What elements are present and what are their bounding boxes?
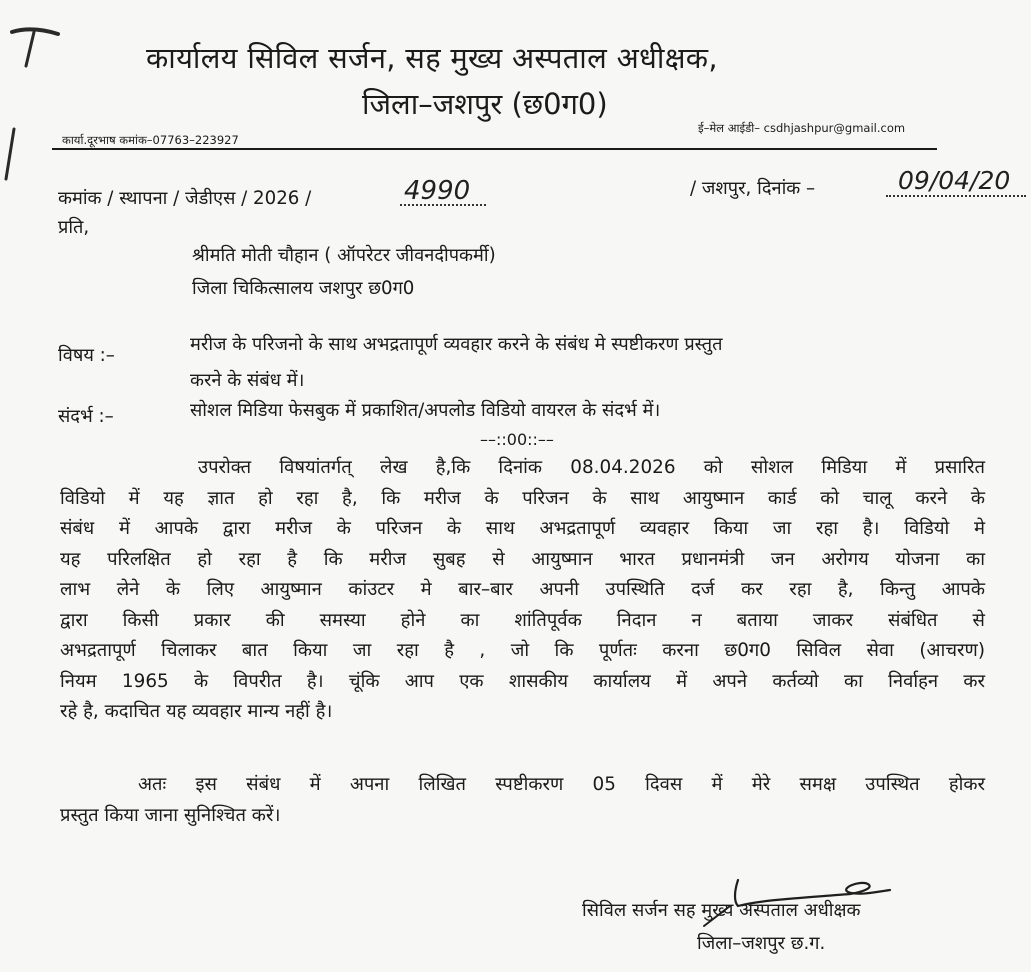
subject-label: विषय :– [58,345,115,366]
body-line: लाभ लेने के लिए आयुष्मान कांउटर मे बार–बार अपनी उपस्थिति दर्ज कर रहा है, किन्तु आपके [60,579,985,600]
body-line: रहे है, कदाचित यह व्यवहार मान्य नहीं है। [60,701,333,722]
date-dots [886,195,1026,197]
punch-mark-icon [8,22,68,72]
office-phone: कार्या.दूरभाष कमांक–07763–223927 [62,133,239,147]
signatory-district: जिला–जशपुर छ.ग. [697,933,826,954]
body-line: अतः इस संबंध में अपना लिखित स्पष्टीकरण 05 दिवस में मेरे समक्ष उपस्थित होकर [138,774,985,795]
signatory-designation: सिविल सर्जन सह मुख्य अस्पताल अधीक्षक [582,900,861,921]
body-line: द्वारा किसी प्रकार की समस्या होने का शांतिपूर्वक निदान न बताया जाकर संबंधित से [60,609,985,631]
office-email: ई–मेल आईडी– csdhjashpur@gmail.com [698,121,906,135]
body-line: प्रस्तुत किया जाना सुनिश्चित करें। [60,804,281,826]
district-title: जिला–जशपुर (छ0ग0) [362,87,608,121]
subject-line-2: करने के संबंध में। [190,370,305,391]
body-line: उपरोक्त विषयांतर्गत् लेख है,कि दिनांक 08.04.2026 को सोशल मिडिया में प्रसारित [198,457,985,478]
recipient-to: प्रति, [58,217,90,238]
header-divider [52,148,937,150]
office-title: कार्यालय सिविल सर्जन, सह मुख्य अस्पताल अधीक्षक, [146,41,718,75]
subject-line-1: मरीज के परिजनो के साथ अभद्रतापूर्ण व्यवहार करने के संबंध मे स्पष्टीकरण प्रस्तुत [190,334,723,355]
recipient-address: जिला चिकित्सालय जशपुर छ0ग0 [192,278,415,299]
reference-number-handwritten: 4990 [404,176,471,206]
body-line: संबंध में आपके द्वारा मरीज के परिजन के साथ अभद्रतापूर्ण व्यवहार किया जा रहा है। विडियो मे [60,518,985,539]
reference-text: सोशल मिडिया फेसबुक में प्रकाशित/अपलोड विडियो वायरल के संदर्भ में। [190,400,661,421]
body-line: यह परिलक्षित हो रहा है कि मरीज सुबह से आयुष्मान भारत प्रधानमंत्री जन अरोगय योजना का [60,548,985,570]
body-paragraph-2 [60,770,985,831]
body-line: विडियो में यह ज्ञात हो रहा है, कि मरीज के परिजन के साथ आयुष्मान कार्ड को चालू करने के [60,487,985,509]
body-line: नियम 1965 के विपरीत है। चूंकि आप एक शासकीय कार्यालय में अपने कर्तव्यो का निर्वाहन कर [60,670,985,692]
date-handwritten: 09/04/20 [898,166,1011,195]
section-separator: ––::00::–– [480,430,554,449]
reference-label: संदर्भ :– [58,406,114,427]
reference-number-dots [400,204,486,206]
margin-tick-icon [0,125,20,185]
body-paragraph-1 [60,453,985,728]
recipient-name: श्रीमति मोती चौहान ( ऑपरेटर जीवनदीपकर्मी) [192,245,496,266]
reference-number-prefix: कमांक / स्थापना / जेडीएस / 2026 / [58,188,312,209]
body-line: अभद्रतापूर्ण चिलाकर बात किया जा रहा है , जो कि पूर्णतः करना छ0ग0 सिविल सेवा (आचरण) [60,640,985,661]
place-date-label: / जशपुर, दिनांक – [690,178,816,199]
